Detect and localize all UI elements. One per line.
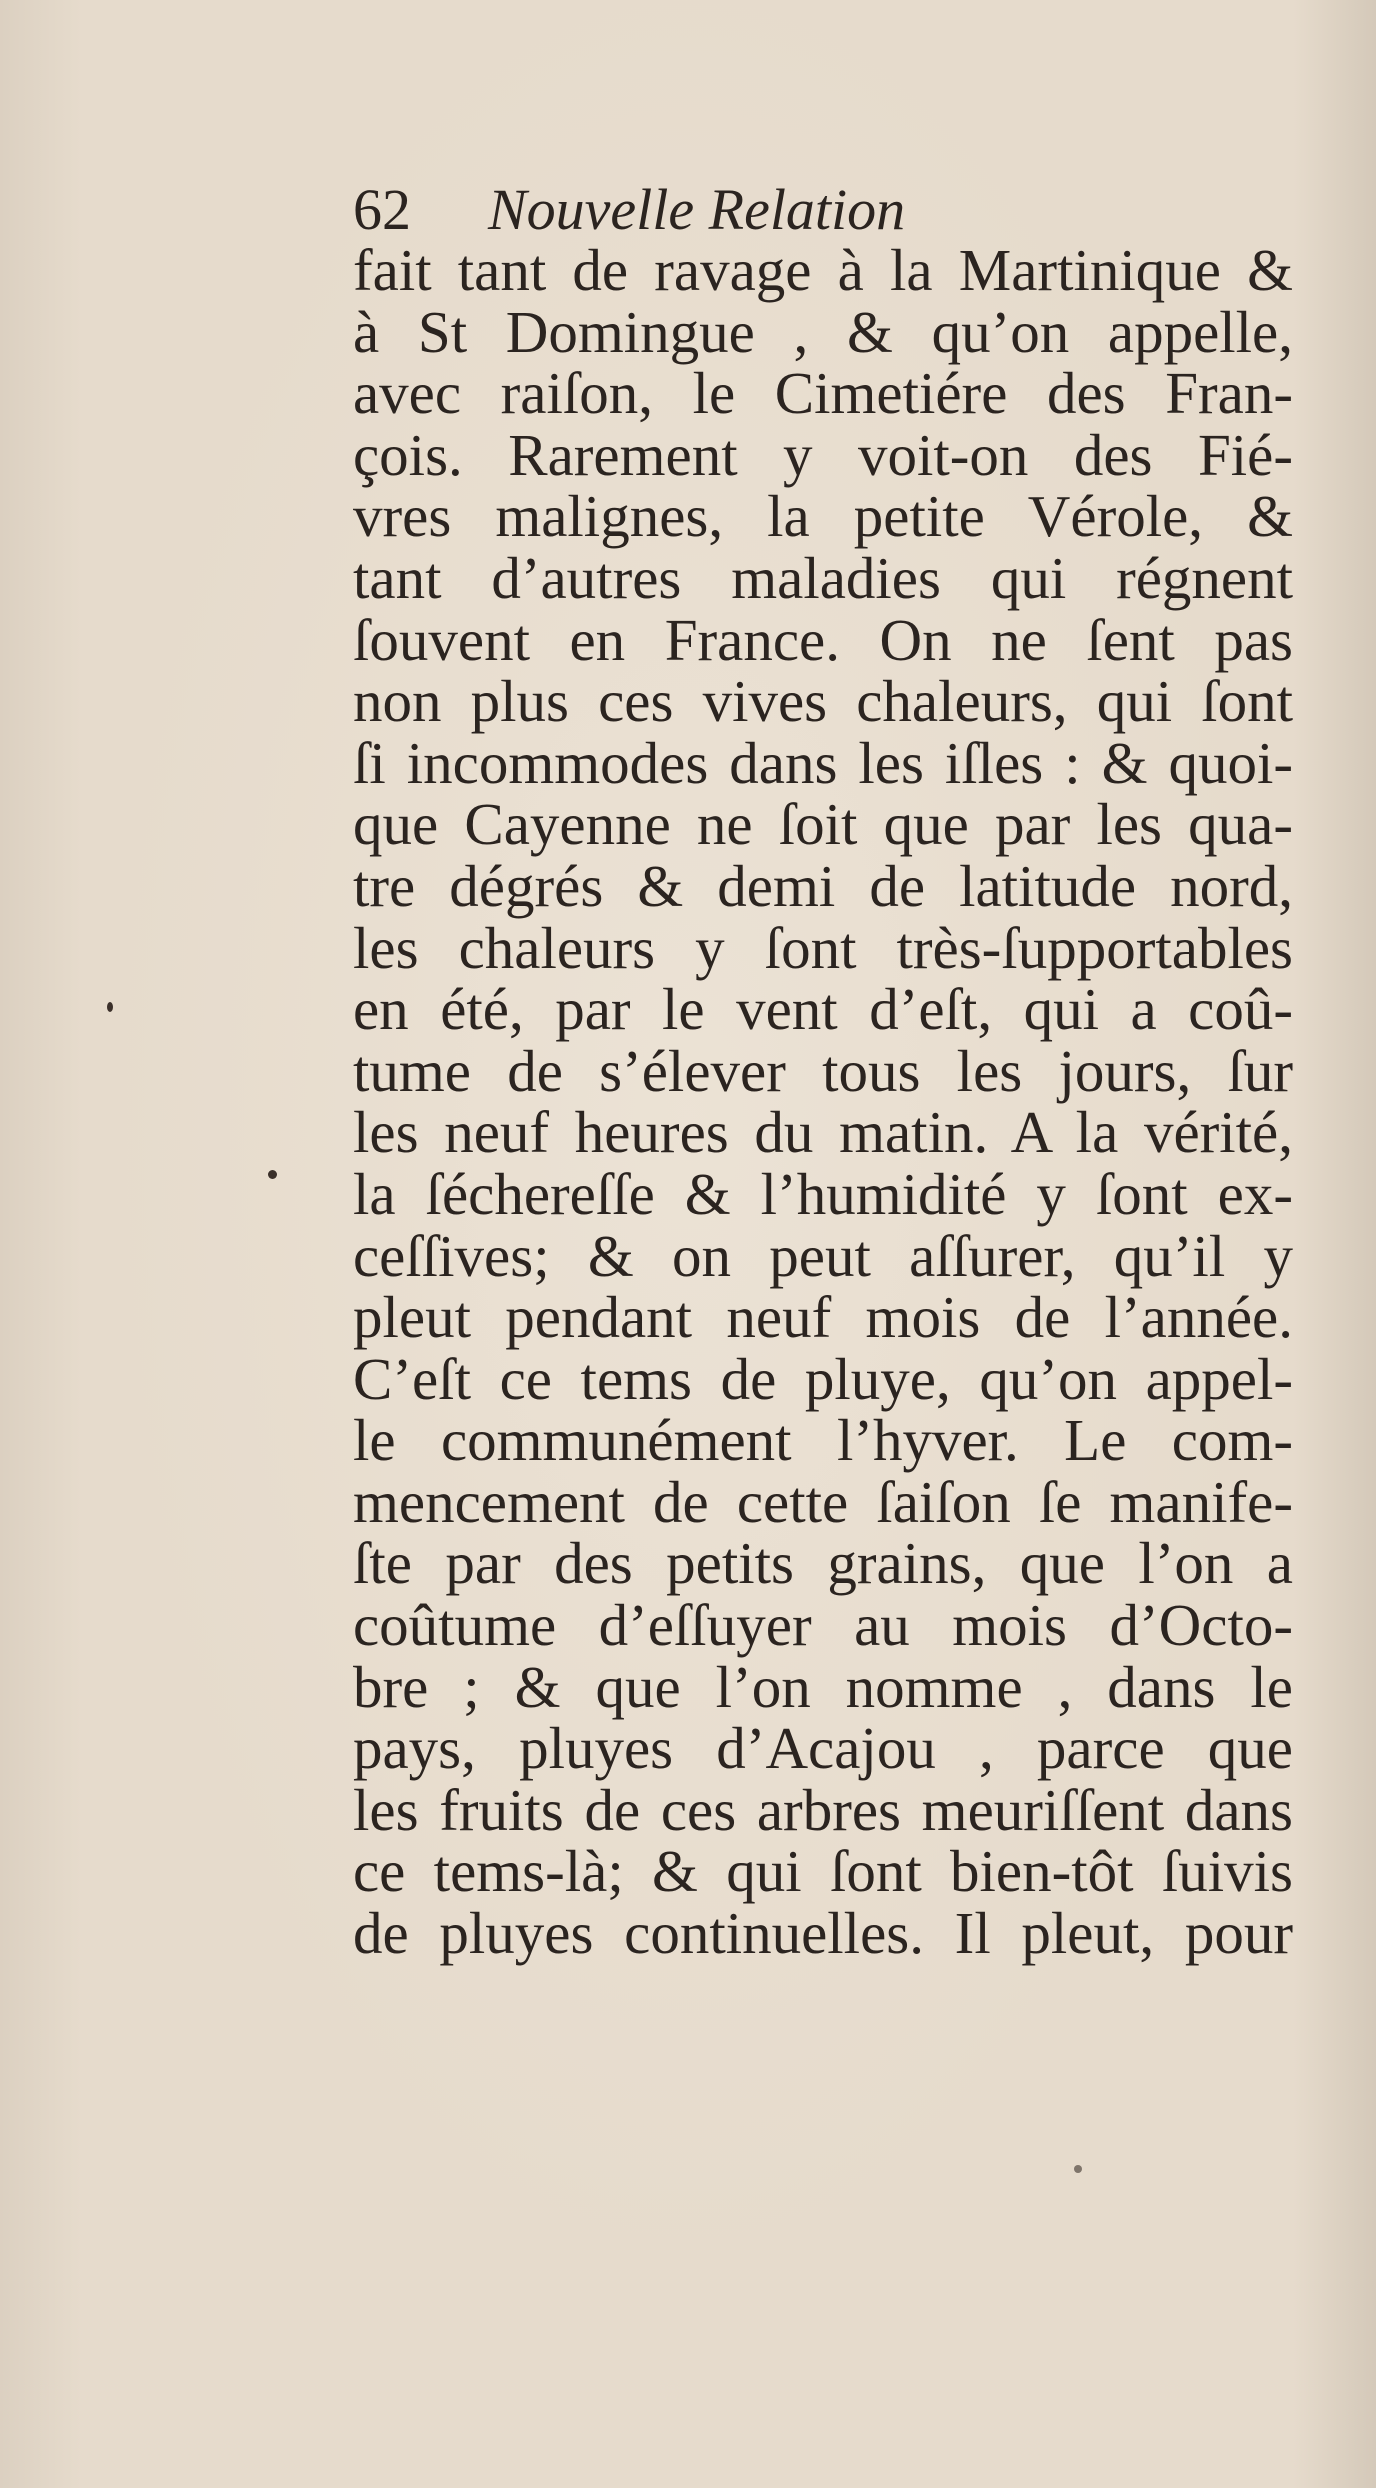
text-line: tre dégrés & demi de latitude nord, [353, 852, 1293, 919]
text-line: çois. Rarement y voit-on des Fié- [353, 421, 1293, 488]
ink-speck [268, 1170, 277, 1179]
text-line: tume de s’élever tous les jours, ſur [353, 1037, 1293, 1104]
page-number: 62 [353, 177, 411, 242]
text-line: de pluyes continuelles. Il pleut, pour [353, 1900, 1293, 1967]
text-line: à St Domingue , & qu’on appelle, [353, 298, 1293, 365]
text-line: avec raiſon, le Cimetiére des Fran- [353, 360, 1293, 427]
text-line: que Cayenne ne ſoit que par les qua- [353, 791, 1293, 858]
text-line: le communément l’hyver. Le com- [353, 1407, 1293, 1474]
text-line: C’eſt ce tems de pluye, qu’on appel- [353, 1345, 1293, 1412]
text-line: la ſéchereſſe & l’humidité y ſont ex- [353, 1160, 1293, 1227]
text-line: vres malignes, la petite Vérole, & [353, 483, 1293, 550]
text-line: tant d’autres maladies qui régnent [353, 544, 1293, 611]
ink-speck [107, 1002, 113, 1012]
text-line: pays, pluyes d’Acajou , parce que [353, 1715, 1293, 1782]
text-line: mencement de cette ſaiſon ſe manife- [353, 1468, 1293, 1535]
text-line: coûtume d’eſſuyer au mois d’Octo- [353, 1592, 1293, 1659]
body-text [353, 237, 1303, 1967]
text-line: pleut pendant neuf mois de l’année. [353, 1284, 1293, 1351]
text-line: en été, par le vent d’eſt, qui a coû- [353, 976, 1293, 1043]
text-line: ce tems-là; & qui ſont bien-tôt ſuivis [353, 1838, 1293, 1905]
text-line: ceſſives; & on peut aſſurer, qu’il y [353, 1222, 1293, 1289]
text-line: les fruits de ces arbres meuriſſent dans [353, 1776, 1293, 1843]
ink-speck [1074, 2165, 1082, 2173]
text-line: non plus ces vives chaleurs, qui ſont [353, 668, 1293, 735]
text-line: les neuf heures du matin. A la vérité, [353, 1099, 1293, 1166]
text-line: bre ; & que l’on nomme , dans le [353, 1653, 1293, 1720]
running-title: Nouvelle Relation [488, 177, 906, 242]
text-line: fait tant de ravage à la Martinique & [353, 237, 1293, 303]
text-line: ſi incommodes dans les iſles : & quoi- [353, 729, 1293, 796]
text-line: ſte par des petits grains, que l’on a [353, 1530, 1293, 1597]
text-line: les chaleurs y ſont très-ſupportables [353, 914, 1293, 981]
text-line: ſouvent en France. On ne ſent pas [353, 606, 1293, 673]
